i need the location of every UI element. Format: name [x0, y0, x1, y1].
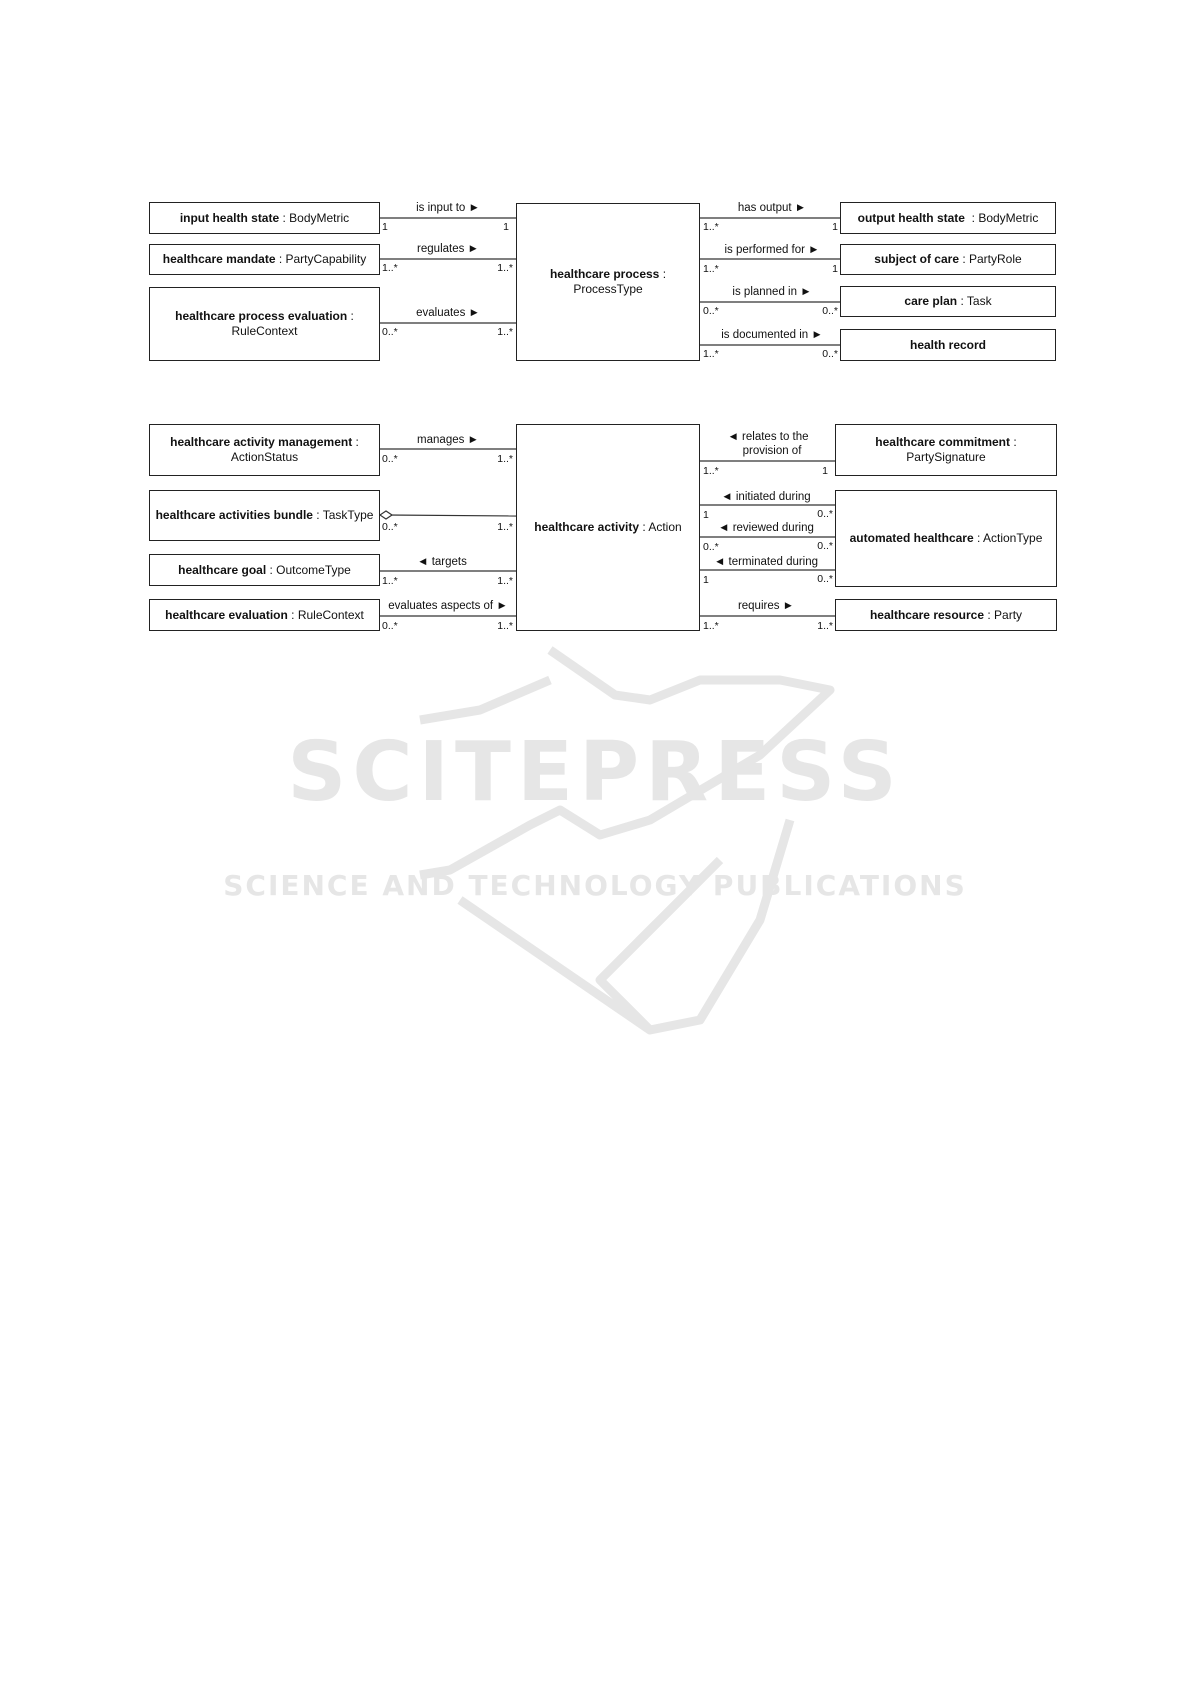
assoc-label-regulates: regulates ► — [417, 243, 479, 255]
uml-diagram — [0, 0, 1191, 700]
assoc-label-manages: manages ► — [417, 434, 479, 446]
mult-eval-aspects-left: 0..* — [382, 620, 398, 632]
mult-regulates-right: 1..* — [497, 262, 513, 274]
assoc-label-is-performed-for: is performed for ► — [724, 244, 820, 256]
mult-performed-right: 1 — [832, 263, 838, 275]
assoc-label-is-input-to: is input to ► — [416, 202, 480, 214]
assoc-label-reviewed-during: ◄ reviewed during — [718, 522, 814, 534]
watermark-subtitle: SCIENCE AND TECHNOLOGY PUBLICATIONS — [223, 869, 967, 902]
mult-reviewed-left: 0..* — [703, 541, 719, 553]
healthcare-activity-management-box: healthcare activity management : ActionStatus — [149, 424, 380, 476]
mult-regulates-left: 1..* — [382, 262, 398, 274]
mult-relates-right: 1 — [822, 465, 828, 477]
mult-targets-left: 1..* — [382, 575, 398, 587]
mult-documented-left: 1..* — [703, 348, 719, 360]
mult-input-left: 1 — [382, 221, 388, 233]
mult-terminated-left: 1 — [703, 574, 709, 586]
care-plan-box: care plan : Task — [840, 286, 1056, 317]
mult-planned-right: 0..* — [822, 305, 838, 317]
assoc-label-relates-to-line2: provision of — [742, 445, 802, 457]
mult-targets-right: 1..* — [497, 575, 513, 587]
mult-evaluates-right: 1..* — [497, 326, 513, 338]
mult-evaluates-left: 0..* — [382, 326, 398, 338]
assoc-label-requires: requires ► — [737, 600, 795, 612]
healthcare-commitment-box: healthcare commitment : PartySignature — [835, 424, 1057, 476]
assoc-label-evaluates: evaluates ► — [416, 307, 480, 319]
output-health-state-box: output health state : BodyMetric — [840, 202, 1056, 234]
assoc-label-initiated-during: ◄ initiated during — [721, 491, 811, 503]
assoc-label-is-documented-in: is documented in ► — [721, 329, 823, 341]
input-health-state-box: input health state : BodyMetric — [149, 202, 380, 234]
mult-reviewed-right: 0..* — [817, 540, 833, 552]
mult-documented-right: 0..* — [822, 348, 838, 360]
automated-healthcare-box: automated healthcare : ActionType — [835, 490, 1057, 587]
healthcare-activity-box: healthcare activity : Action — [516, 424, 700, 631]
mult-planned-left: 0..* — [703, 305, 719, 317]
mult-requires-left: 1..* — [703, 620, 719, 632]
assoc-label-evaluates-aspects-of: evaluates aspects of ► — [388, 600, 508, 612]
assoc-label-relates-to-line1: ◄ relates to the — [727, 431, 809, 443]
healthcare-process-evaluation-box: healthcare process evaluation : RuleContext — [149, 287, 380, 361]
watermark-title: SCITEPRESS — [287, 725, 903, 820]
aggregation-diamond — [380, 511, 392, 519]
healthcare-goal-box: healthcare goal : OutcomeType — [149, 554, 380, 586]
mult-manages-left: 0..* — [382, 453, 398, 465]
assoc-label-terminated-during: ◄ terminated during — [713, 556, 819, 568]
mult-eval-aspects-right: 1..* — [497, 620, 513, 632]
mult-requires-right: 1..* — [817, 620, 833, 632]
mult-bundle-left: 0..* — [382, 521, 398, 533]
assoc-label-targets: ◄ targets — [417, 556, 467, 568]
health-record-box: health record — [840, 329, 1056, 361]
assoc-label-has-output: has output ► — [737, 202, 807, 214]
healthcare-process-box: healthcare process : ProcessType — [516, 203, 700, 361]
mult-output-left: 1..* — [703, 221, 719, 233]
healthcare-resource-box: healthcare resource : Party — [835, 599, 1057, 631]
mult-bundle-right: 1..* — [497, 521, 513, 533]
assoc-label-is-planned-in: is planned in ► — [732, 286, 812, 298]
healthcare-activities-bundle-box: healthcare activities bundle : TaskType — [149, 490, 380, 541]
mult-terminated-right: 0..* — [817, 573, 833, 585]
mult-relates-left: 1..* — [703, 465, 719, 477]
mult-initiated-left: 1 — [703, 509, 709, 521]
mult-initiated-right: 0..* — [817, 508, 833, 520]
subject-of-care-box: subject of care : PartyRole — [840, 244, 1056, 275]
mult-output-right: 1 — [832, 221, 838, 233]
mult-performed-left: 1..* — [703, 263, 719, 275]
healthcare-mandate-box: healthcare mandate : PartyCapability — [149, 244, 380, 275]
healthcare-evaluation-box: healthcare evaluation : RuleContext — [149, 599, 380, 631]
mult-manages-right: 1..* — [497, 453, 513, 465]
mult-input-right: 1 — [503, 221, 509, 233]
